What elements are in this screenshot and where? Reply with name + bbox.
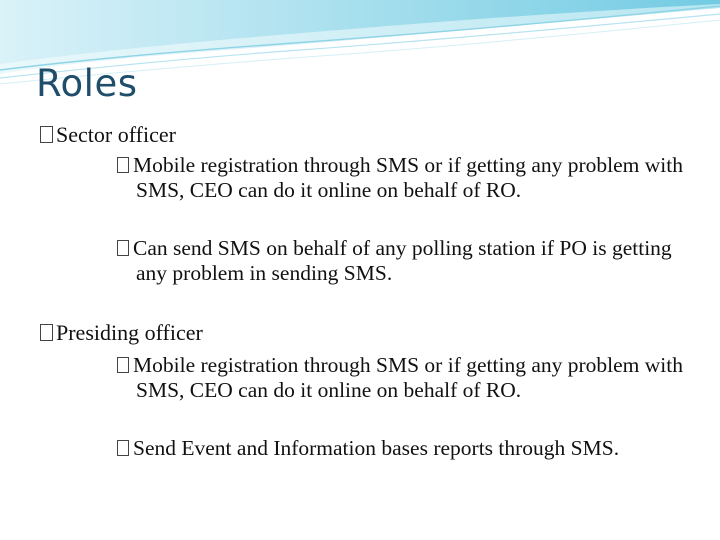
bullet-box-icon — [117, 440, 129, 456]
section-heading-presiding-officer — [40, 320, 203, 346]
bullet-box-icon — [117, 357, 129, 373]
bullet-text: Mobile registration through SMS or if getting any problem with SMS, CEO can do it online on behalf of RO. — [133, 353, 683, 402]
slide-title: Roles — [36, 62, 138, 105]
bullet-text: Can send SMS on behalf of any polling station if PO is getting any problem in sending SMS. — [133, 236, 672, 285]
bullet-item — [117, 353, 696, 402]
bullet-box-icon — [40, 324, 53, 341]
section-heading-text: Presiding officer — [56, 320, 203, 345]
bullet-item — [117, 153, 696, 202]
bullet-item — [117, 236, 696, 285]
bullet-box-icon — [40, 126, 53, 143]
bullet-box-icon — [117, 157, 129, 173]
bullet-text: Send Event and Information bases reports through SMS. — [133, 436, 620, 460]
bullet-item — [117, 436, 696, 461]
bullet-box-icon — [117, 240, 129, 256]
section-heading-sector-officer — [40, 122, 176, 148]
bullet-text: Mobile registration through SMS or if getting any problem with SMS, CEO can do it online on behalf of RO. — [133, 153, 683, 202]
section-heading-text: Sector officer — [56, 122, 176, 147]
